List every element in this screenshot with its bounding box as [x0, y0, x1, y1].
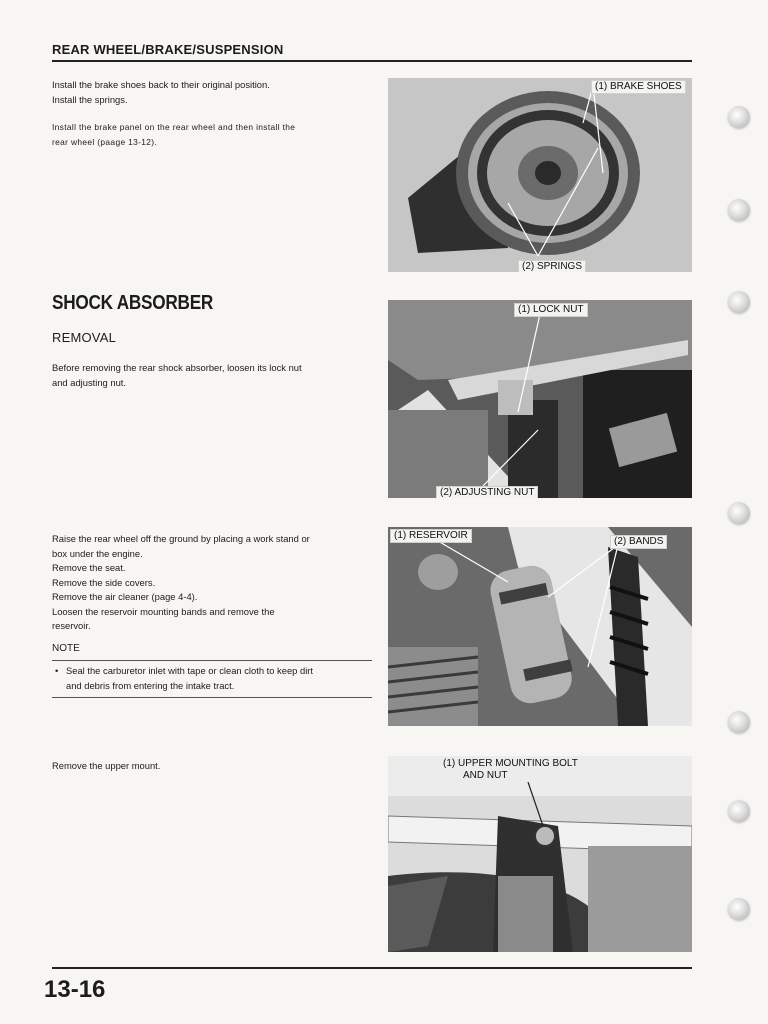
springs-callout: (2) SPRINGS: [518, 260, 586, 272]
callout-line-2: AND NUT: [463, 770, 508, 781]
lock-nut-photo: [388, 300, 692, 498]
brake-shoe-install-text: Install the brake shoes back to their original position. Install the springs.: [52, 79, 270, 105]
note-bullet: •: [55, 665, 59, 676]
shock-absorber-heading: SHOCK ABSORBER: [52, 292, 214, 314]
upper-mounting-bolt-callout: [440, 758, 581, 782]
adjusting-nut-callout: (2) ADJUSTING NUT: [436, 486, 538, 498]
footer-rule: [52, 967, 692, 969]
loosen-lock-nut-text: Before removing the rear shock absorber, loosen its lock nut and adjusting nut.: [52, 362, 302, 388]
brake-panel-install-text: Install the brake panel on the rear wheel and then install the rear wheel (paage 13-12).: [52, 122, 296, 147]
note-bottom-rule: [52, 697, 372, 698]
binder-hole-2: [728, 199, 750, 221]
brake-shoes-callout: (1) BRAKE SHOES: [591, 80, 686, 94]
reservoir-callout: (1) RESERVOIR: [390, 529, 472, 543]
brake-shoes-photo: [388, 78, 692, 272]
section-header-title: REAR WHEEL/BRAKE/SUSPENSION: [52, 42, 284, 57]
reservoir-removal-text: Raise the rear wheel off the ground by placing a work stand or box under the engine. Remove the seat. Remove the side covers. Remove the air cleaner (page 4-4). Loosen the reservoir mounting bands and remove the reservoir.: [52, 533, 310, 631]
binder-hole-4: [728, 502, 750, 524]
callout-line-1: (1) UPPER MOUNTING BOLT: [443, 758, 578, 769]
note-text: Seal the carburetor inlet with tape or clean cloth to keep dirt and debris from entering the intake tract.: [66, 665, 314, 691]
removal-subheading: REMOVAL: [52, 330, 117, 345]
binder-hole-1: [728, 106, 750, 128]
binder-hole-6: [728, 800, 750, 822]
note-top-rule: [52, 660, 372, 661]
bands-callout: (2) BANDS: [610, 535, 667, 549]
remove-upper-mount-text: Remove the upper mount.: [52, 760, 161, 771]
upper-mount-photo: [388, 756, 692, 952]
binder-hole-5: [728, 711, 750, 733]
binder-hole-7: [728, 898, 750, 920]
reservoir-photo: [388, 527, 692, 726]
page-number: 13-16: [44, 976, 106, 1003]
note-label: NOTE: [52, 643, 80, 654]
binder-hole-3: [728, 291, 750, 313]
header-rule: [52, 60, 692, 62]
lock-nut-callout: (1) LOCK NUT: [514, 303, 588, 317]
